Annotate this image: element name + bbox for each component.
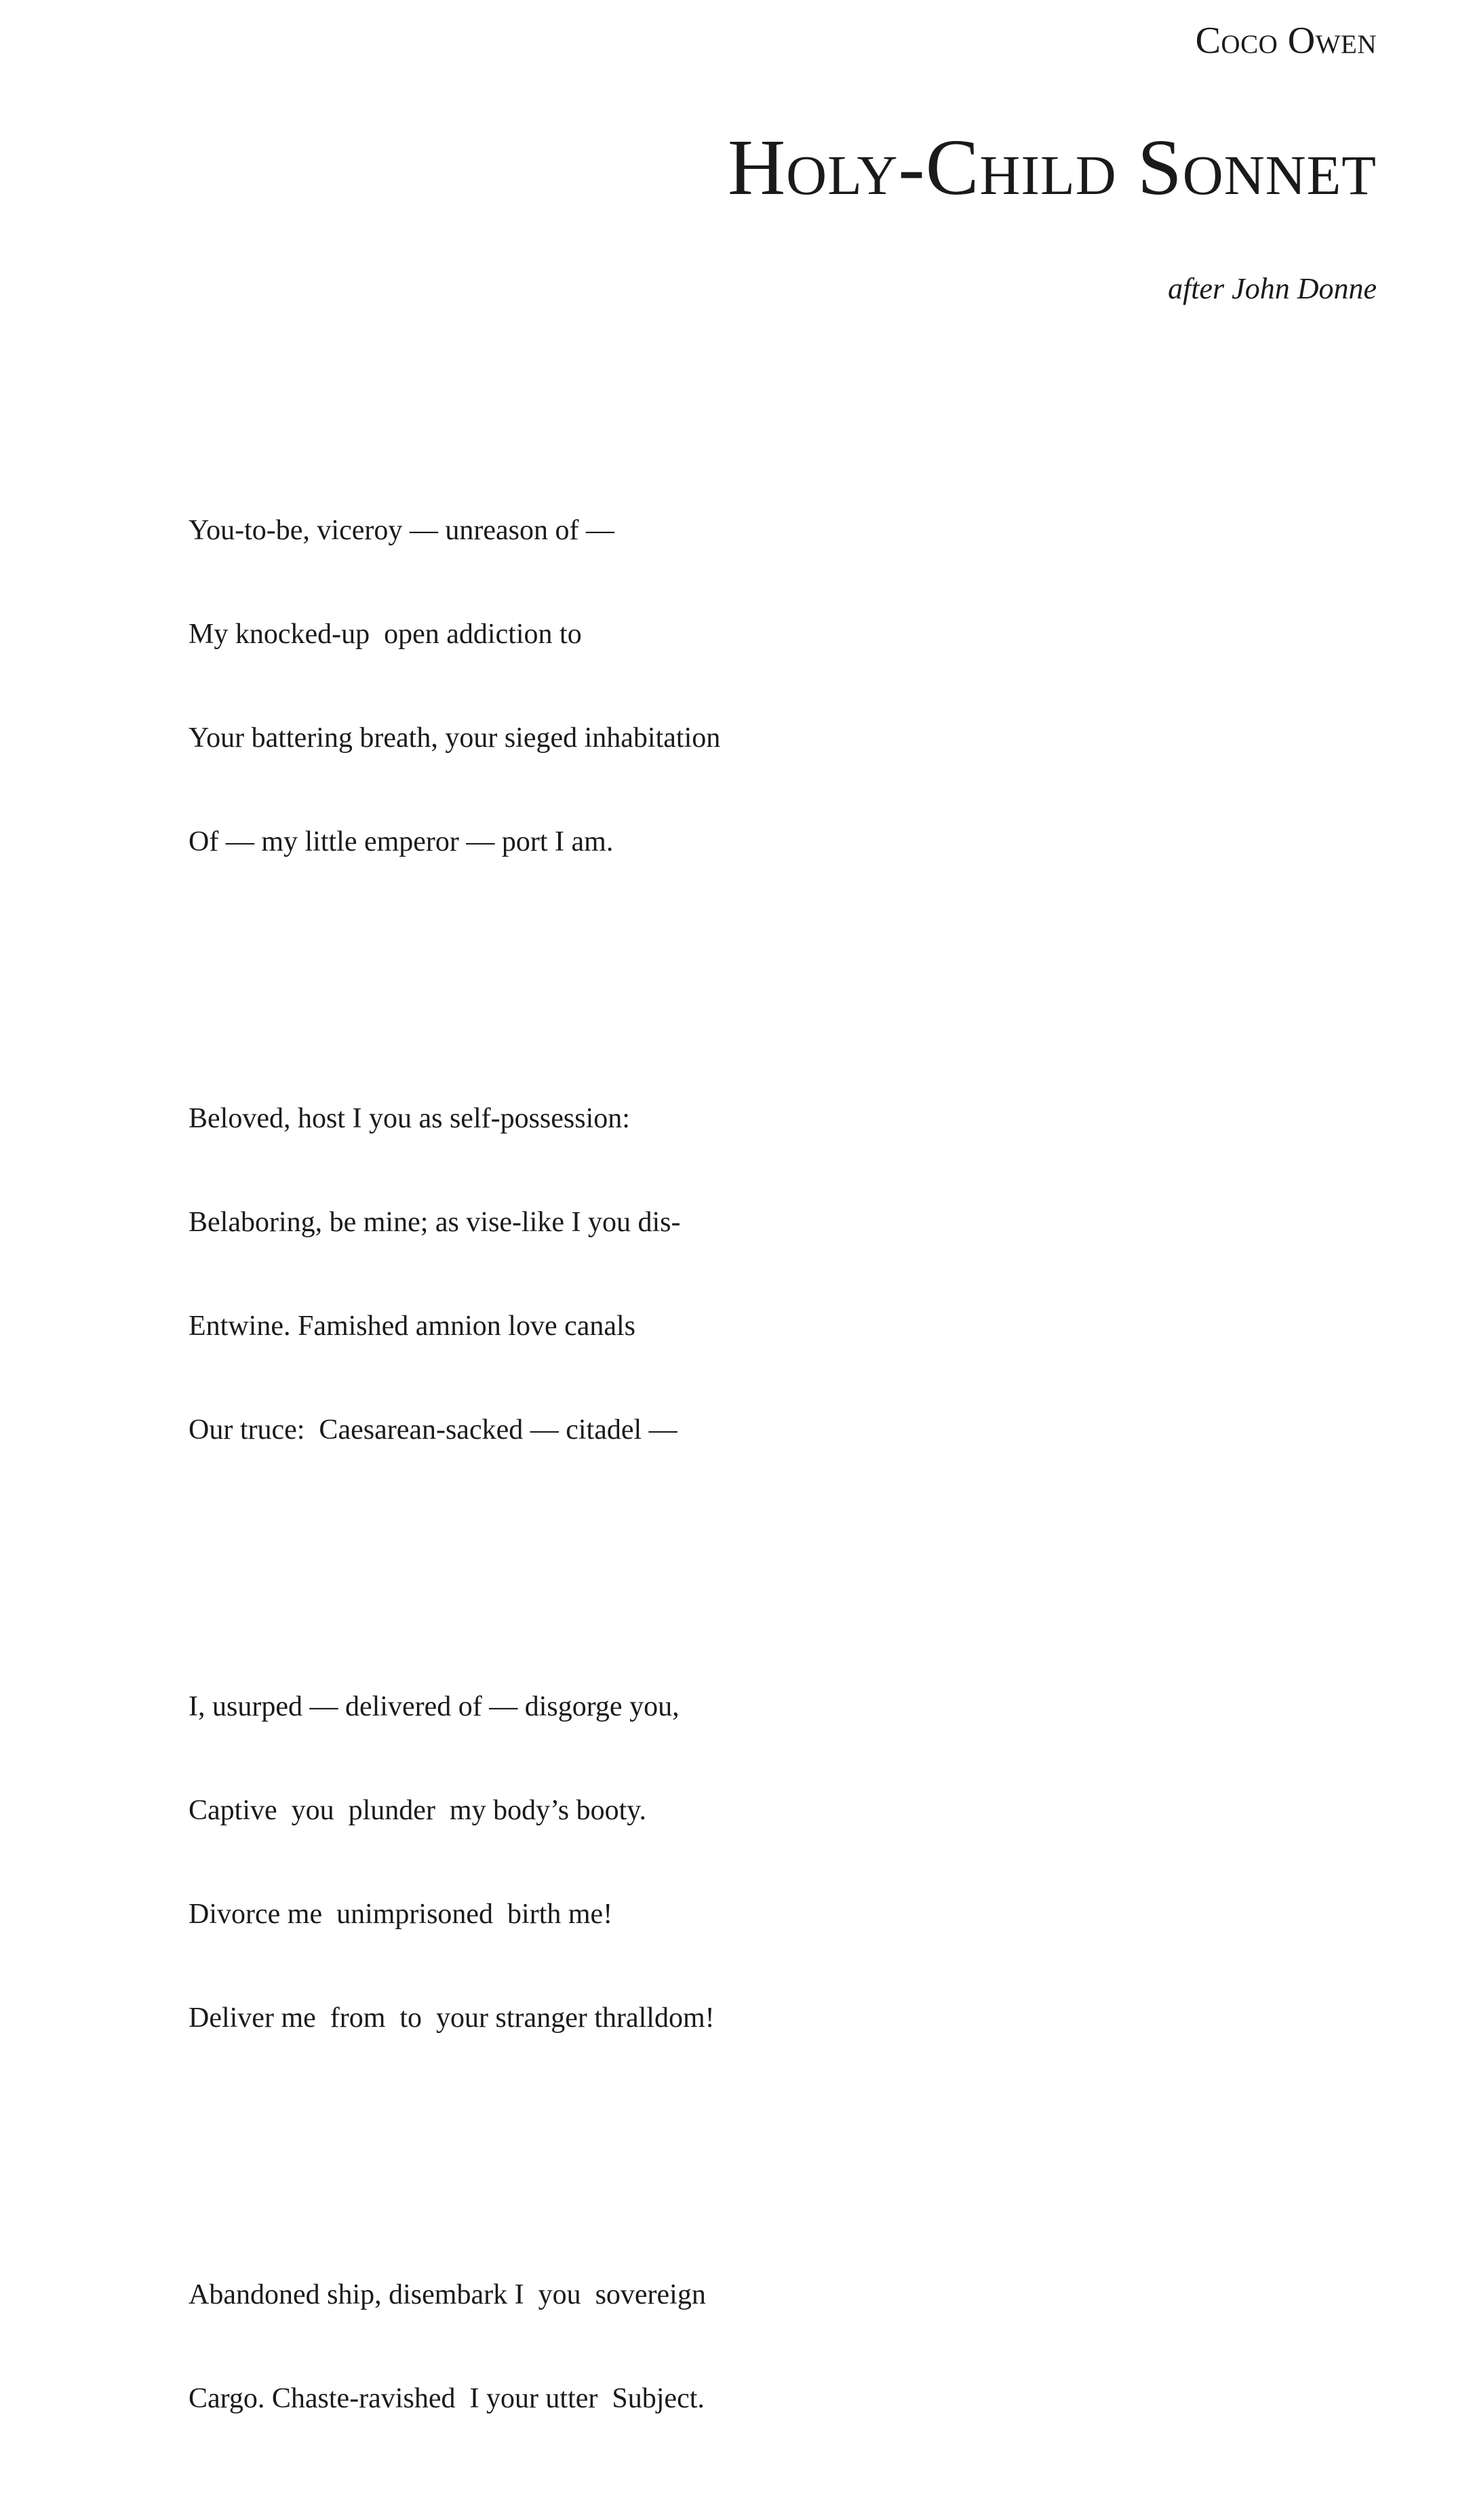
poem-line: Belaboring, be mine; as vise-like I you dis-: [189, 1207, 681, 1238]
poem-line: Our truce: Caesarean-sacked — citadel —: [189, 1414, 677, 1446]
poem-line: Captive you plunder my body’s booty.: [189, 1795, 647, 1826]
stanza-3: [189, 1621, 720, 2105]
poem-line: I, usurped — delivered of — disgorge you,: [189, 1691, 680, 1722]
poem-line: Cargo. Chaste-ravished I your utter Subject.: [189, 2383, 705, 2414]
stanza-2: [189, 1032, 720, 1517]
author-name: Coco Owen: [1195, 20, 1377, 62]
poem-line: Abandoned ship, disembark I you sovereign: [189, 2279, 706, 2310]
dedication: after John Donne: [1168, 272, 1377, 305]
poem-line: Deliver me from to your stranger thralldom!: [189, 2002, 715, 2034]
poem-line: You-to-be, viceroy — unreason of —: [189, 515, 614, 546]
poem-body: [189, 375, 720, 2520]
poem-line: Divorce me unimprisoned birth me!: [189, 1899, 613, 1930]
poem-line: My knocked-up open addiction to: [189, 619, 582, 650]
poem-line: Beloved, host I you as self-possession:: [189, 1103, 630, 1134]
poem-title: Holy-Child Sonnet: [727, 123, 1377, 212]
poem-line: Entwine. Famished amnion love canals: [189, 1311, 636, 1342]
stanza-1: [189, 444, 720, 929]
stanza-4: [189, 2209, 720, 2485]
poem-line: Of — my little emperor — port I am.: [189, 826, 614, 857]
poem-line: Your battering breath, your sieged inhabitation: [189, 722, 721, 754]
